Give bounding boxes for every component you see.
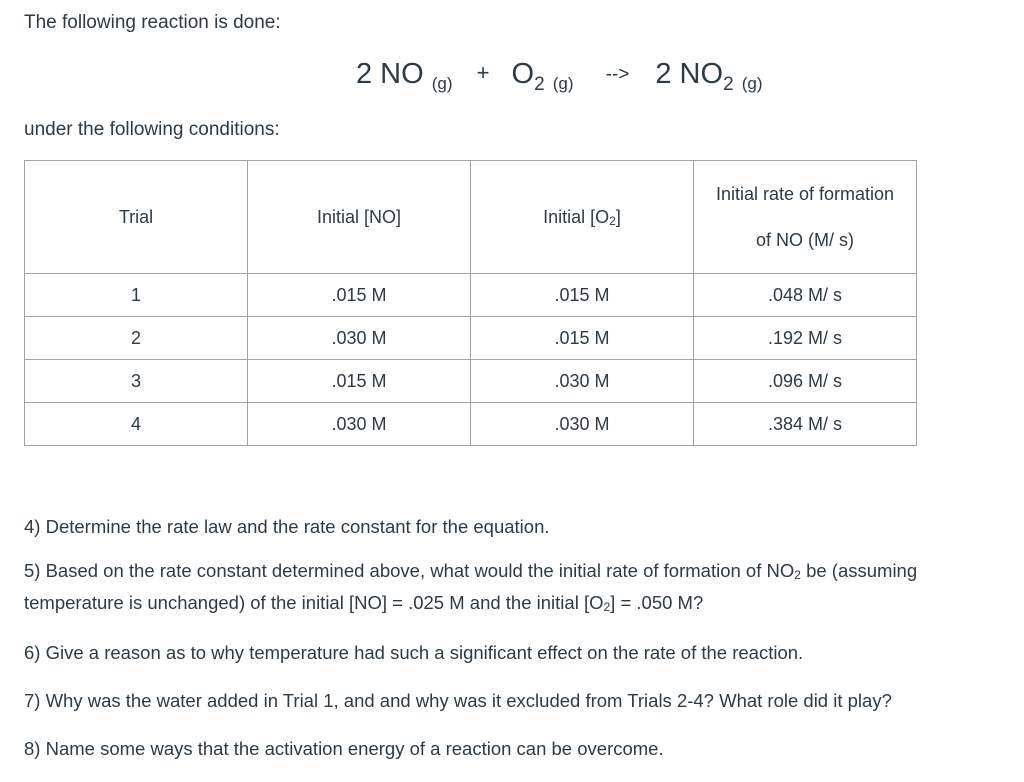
cell-trial: 2 [25,317,248,360]
cell-trial: 3 [25,360,248,403]
question-5: 5) Based on the rate constant determined above, what would the initial rate of formation of $NO_2$ be (assuming temperature is unchanged) of the initial [NO] = .025 M and the initial $[O_2] = .050$ M? [24,560,918,614]
intro-text: The following reaction is done: [24,12,281,33]
cell-no: .015 M [248,360,471,403]
cell-rate: .048 M/ s [694,274,917,317]
cell-trial: 4 [25,403,248,446]
header-trial: Trial [25,161,248,274]
table-row [25,317,917,360]
cell-no: .030 M [248,317,471,360]
table-row [25,360,917,403]
conditions-text: under the following conditions: [24,119,280,140]
header-initial-o2: Initial $[O_2]$ [471,161,694,274]
reactant-no: 2 NO [356,58,424,90]
reaction-equation [356,58,763,95]
state-no2: (g) [741,74,763,93]
question-6: 6) Give a reason as to why temperature had such a significant effect on the rate of the reaction. [24,642,804,663]
cell-o2: .030 M [471,360,694,403]
no2-subscript: 2 [723,74,734,95]
cell-rate: .384 M/ s [694,403,917,446]
plus-sign: + [476,60,490,85]
table-row [25,403,917,446]
table-header-row [25,161,917,274]
question-7: 7) Why was the water added in Trial 1, and and why was it excluded from Trials 2-4? What role did it play? [24,690,892,711]
cell-o2: .015 M [471,274,694,317]
header-initial-no: Initial [NO] [248,161,471,274]
cell-rate: .096 M/ s [694,360,917,403]
header-initial-rate: Initial rate of formation of NO (M/ s) [694,161,917,274]
cell-no: .030 M [248,403,471,446]
cell-o2: .030 M [471,403,694,446]
questions-list [24,512,1014,782]
o2-subscript: 2 [534,74,545,95]
cell-o2: .015 M [471,317,694,360]
reactant-o2: O [511,58,535,90]
reaction-arrow: --> [605,64,630,85]
cell-no: .015 M [248,274,471,317]
cell-trial: 1 [25,274,248,317]
question-4: 4) Determine the rate law and the rate constant for the equation. [24,516,550,537]
state-no: (g) [431,74,453,93]
cell-rate: .192 M/ s [694,317,917,360]
product-no2: 2 NO [655,58,724,90]
state-o2: (g) [552,74,574,93]
table-row [25,274,917,317]
question-8: 8) Name some ways that the activation energy of a reaction can be overcome. [24,738,664,759]
conditions-table [24,160,917,446]
